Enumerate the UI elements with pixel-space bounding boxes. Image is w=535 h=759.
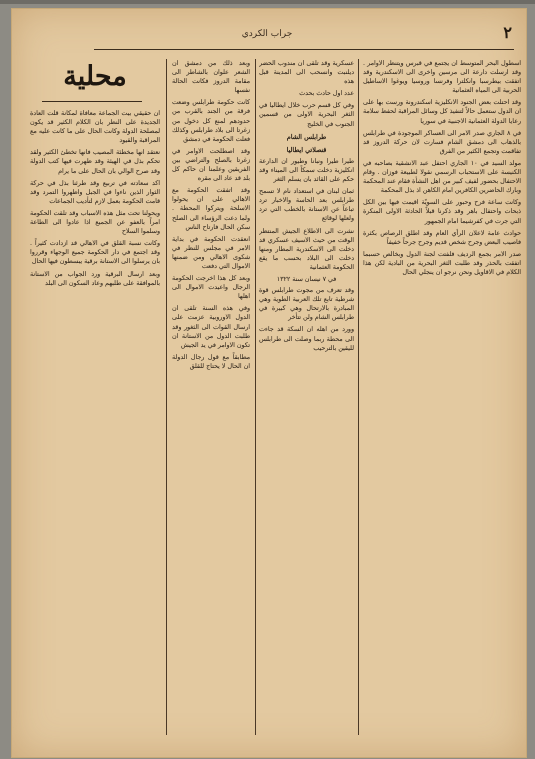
column-divider	[358, 59, 359, 735]
column-divider	[166, 59, 167, 735]
column-2	[172, 59, 250, 729]
paragraph: حوادث عامة لاعلان الرأي العام وقد اطلق الرصاص بكثرة فاصيب البعض وجرح شخص قديم وجرح جرحاً خفيفاً	[363, 229, 521, 246]
paragraph: ان حقيقي بيت الجماعة معافاة لمكانة قلت العادة الجديدة على النظر بان الكلام الكثير قد يكون لمصلحة الدولة وكانت الحال على ما كانت عليه مع المراقبة والقيود	[30, 110, 160, 145]
section-title: محلية	[63, 61, 127, 92]
paragraph: عدد اول حادث بحدث	[299, 90, 354, 98]
paragraph: طيرا طيرا ونبانا وطيور ان الدارعة انكليزية دخلت سمكاً الى الميناء وقد حكم على القائد بان يسلم الثغر	[259, 157, 354, 184]
newspaper-page	[11, 8, 527, 758]
scan-border	[0, 0, 535, 4]
paragraph: مطابقاً مع قول رجال الدولة ان الحال لا يحتاج للقلق	[172, 353, 250, 370]
paragraph: وبعد ذلك من دمشق ان الشعر علوان بالشاطر الى مقامة الدروز فكانت الحالة نفسها	[172, 60, 250, 95]
column-4	[363, 59, 521, 729]
paragraph: في ٨ الجاري صدر الامر الى العساكر الموجودة في طرابلس بالذهاب الى دمشق الشام فسارت لان حركة الدروز قد تفاقمت وتجمع الكثير من الفرق	[363, 129, 521, 155]
paragraph: وقد تعرف من مجوت طرابلس قوة شرطية تابع تلك العربية الطوية وهي المبادرة بالارتحال وهي كبيرة في طرابلس الشام ولن تتأخر	[259, 287, 354, 322]
subheading: طرابلس الشام	[286, 133, 327, 141]
paragraph: وقد احتلت بعض الجنود الانكليزية اسكندرونة ورست بها على ان الدول ستعمل حالاً لتنفيذ كل وسائل المراقبة لحفظ سلامة رعايا الدولة العثمانية الاجنبية في سوريا	[363, 99, 521, 125]
newspaper-name: جراب الكردي	[241, 29, 293, 39]
paragraph: وفي كل قسم حرب خلال ايطاليا في الثغر البحرية الاولى من قسمين الجنوب في الخليج	[259, 102, 354, 128]
paragraph: وفي هذه السنة تلقى ان الدول الاوروبية عزمت على ارسال القوات الى الثغور وقد طلبت الدول من الاستانة ان تكون الاوامر في يد الجيش	[172, 305, 250, 349]
paragraph: انعقدت الحكومة في بداية الامر في مجلس للنظر في شكوى الاهالي ومن ضمنها الاموال التي دفعت	[172, 235, 250, 270]
paragraph: نعتقد انها مخطئة المصيب فانها تخطئ الكثير ولقد تحكم بذل في الهيئة وقد ظهرت فيها كتب الدولة وقد صرح الوالي بان الحال على ما يرام	[30, 149, 160, 175]
paragraph: مولد السيد في ١٠ الجاري احتفل عبد الانشقية بصاحبه في الكنيسة على الاستحباب الرسمي نقولا لطبيعة فوزان . وقام الاحتفال بحضور لفيف كبير من اهل النشأة فقام عند المحكمة وبارك الحاضرين الكافرين امام الكاهن اذ بذل المحكمة	[363, 159, 521, 195]
paragraph: نشرت الى الاطلاع الجيش المنتظر الوقت من حيث الاسيف عسكري قد دخلت الى الاسكندرية المطار ومنها دخلت الى البلاد بحسب ما يقع الحكومة العثمانية	[259, 227, 354, 271]
paragraph: اسطول البحر المتوسط ان يجتمع في قبرس ويتنظر الاوامر . وقد ارسلت دارعة الى مرسين واخرى الى الاسكندرية وقد اتفقت بيطرسبا وانكلترا وفرنسا وروسيا ويوغوا الاساطيل الحربية الى المياه العثمانية	[363, 60, 521, 95]
paragraph: عسكرية وقد تلقى ان مندوب الحضر ديلنبت وانسحب الى المدينة قبل هذه	[259, 60, 354, 86]
paragraph: ويحولنا تحت مثل هذه الاسباب وقد تلقت الحكومة امراً بالعفو عن الجميع اذا عادوا الى الطاعة وسلموا السلاح	[30, 209, 160, 236]
paragraph: اكد سعادته في تربيع وقد طرئنا بذل في حركة الثوار الذين ناءوا في الجبل واظهروا التمرد وقد قامت الحكومة بعمل لازم لتأديب الجماعات	[30, 179, 160, 205]
dateline: في ٧ نيسان سنة ١٣٢٢	[276, 275, 337, 283]
column-1	[30, 109, 160, 729]
page-header	[12, 23, 526, 49]
paragraph: صدر الامر بجمع الرديف فلفتت لجنة الدول وبخالص حسبما اتفقت بالحذر وقد طلبت الثغر البحرية من البادية لكن هذا الكلام في الاقاويل ونحن نرجو ان ينجلي الحال	[363, 250, 521, 276]
paragraph: وكانت نسبة القلق في الاهالي قد ازدادت كثيراً . وقد اجتمع في دار الحكومة جميع الوجهاء وقرروا بان يرسلوا الى الاستانة برقية يبسطون فيها الحال	[30, 240, 160, 266]
paragraph: كانت حكومة طرابلس وضعت فرقة من الجند بالقرب من حدودهم لمنع كل دخول من زغرتا الى بلاد طرابلس وكذلك فعلت الحكومة في دمشق	[172, 99, 250, 143]
paragraph: وقد اصطلحت الاوامر في زغرتا بالصلح والتراضي بين الفريقين وعلمنا ان حاكم كل بلد قد عاد الى مقره	[172, 147, 250, 183]
paragraph: وبعد ارسال البرقية ورد الجواب من الاستانة بالموافقة على طلبهم وعاد السكون الى البلد	[30, 270, 160, 287]
paragraph: ثمان لبنان في استعداد نام لا تسمح طرابلس بعد الحاسة والاخبار ترد تباعاً عن الاستانة بالخطب التي ترد ولعلها لوقائع	[259, 188, 354, 223]
paragraph: وورد من اهله ان السكة قد جاءت الى محطة ربما وصلت الى طرابلس لليقين بالترحيب	[259, 326, 354, 352]
page-number: ٢	[503, 23, 512, 42]
header-rule	[94, 49, 514, 50]
paragraph: وكانت ساعة فرح وحبور على السويّة اقيمت فيها بين الكل ذبحات واحتفال باهر وقد ذكرنا قبلاً الحادثة الاولى المنكرة التي جرت في كفرشيما امام الجمهور	[363, 199, 521, 225]
paragraph: وقد اتفقت الحكومة مع الاهالي على ان يحولوا الاسلحة ويتركوا المحطة . ولما دعت الرؤساء الى الصلح سكن الحال فارتاح الناس	[172, 187, 250, 231]
subheading: قنصلاتي ايطاليا	[286, 146, 327, 154]
column-divider	[255, 59, 256, 735]
title-rule	[42, 101, 142, 102]
column-3	[259, 59, 354, 729]
paragraph: وبعد كل هذا اخرجت الحكومة الرجال واعيدت الاموال الى اهلها	[172, 275, 250, 301]
